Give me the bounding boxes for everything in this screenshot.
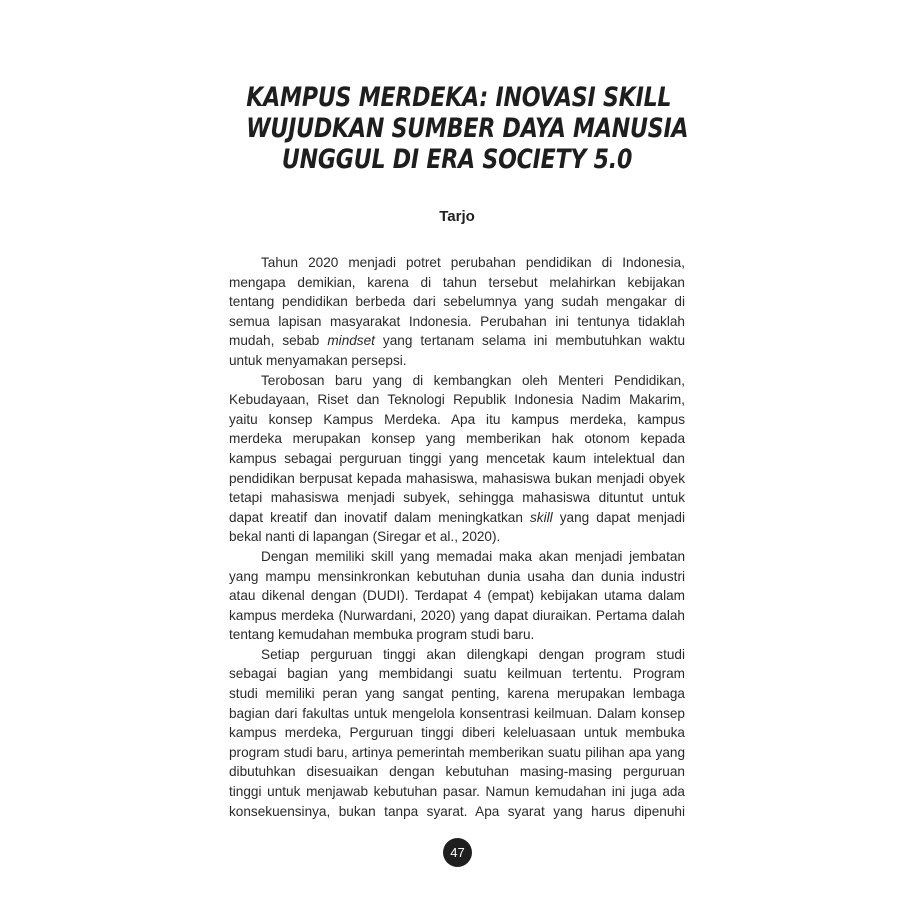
chapter-title-line: KAMPUS MERDEKA: INOVASI SKILL xyxy=(246,82,672,113)
text-line: merdeka merupakan konsep yang memberikan hak otonom kepada xyxy=(229,431,685,447)
text-line: dibutuhkan disesuaikan dengan kebutuhan masing-masing perguruan xyxy=(229,764,685,780)
paragraph xyxy=(229,547,685,645)
text-line: tentang pendidikan berbeda dari sebelumnya yang sudah mengakar di xyxy=(229,294,685,310)
paragraph xyxy=(229,371,685,547)
text-line: program studi baru, artinya pemerintah memberikan suatu pilihan apa yang xyxy=(229,744,685,760)
text-line: konsekuensinya, bukan tanpa syarat. Apa syarat yang harus dipenuhi xyxy=(229,803,685,819)
text-line: sebagai bagian yang membidangi suatu keilmuan tertentu. Program xyxy=(229,666,685,682)
text-line: atau dikenal dengan (DUDI). Terdapat 4 (empat) kebijakan utama dalam xyxy=(229,588,685,604)
text-line: tentang kemudahan membuka program studi baru. xyxy=(229,627,535,643)
text-line: kampus sebagai perguruan tinggi yang mencetak kaum intelektual dan xyxy=(229,450,685,466)
paragraph xyxy=(229,645,685,821)
chapter-title xyxy=(246,82,689,175)
text-line: yang mampu mensinkronkan kebutuhan dunia usaha dan dunia industri xyxy=(229,568,685,584)
text-line: bekal nanti di lapangan (Siregar et al., 2020). xyxy=(229,529,501,545)
body-text xyxy=(229,253,685,821)
chapter-title-line: UNGGUL DI ERA SOCIETY 5.0 xyxy=(281,144,633,175)
text-line: tetapi mahasiswa menjadi subyek, sehingga mahasiswa dituntut untuk xyxy=(229,490,685,506)
text-line: dapat kreatif dan inovatif dalam meningkatkan skill yang dapat menjadi xyxy=(229,509,686,525)
text-line: Terobosan baru yang di kembangkan oleh Menteri Pendidikan, xyxy=(261,372,685,388)
text-line: kampus merdeka, Perguruan tinggi diberi keleluasaan untuk membuka xyxy=(229,725,685,741)
text-line: mudah, sebab mindset yang tertanam selama ini membutuhkan waktu xyxy=(229,333,686,349)
page-number: 47 xyxy=(443,838,472,867)
author-name: Tarjo xyxy=(439,208,475,225)
text-line: studi memiliki peran yang sangat penting, karena merupakan lembaga xyxy=(229,686,685,702)
text-line: semua lapisan masyarakat Indonesia. Perubahan ini tentunya tidaklah xyxy=(229,313,685,329)
italic-term: mindset xyxy=(327,333,375,349)
text-line: yaitu konsep Kampus Merdeka. Apa itu kampus merdeka, kampus xyxy=(229,411,685,427)
text-line: untuk menyamakan persepsi. xyxy=(229,352,407,368)
text-line: mengapa demikian, karena di tahun tersebut melahirkan kebijakan xyxy=(229,274,685,290)
text-line: Kebudayaan, Riset dan Teknologi Republik Indonesia Nadim Makarim, xyxy=(229,392,685,408)
paragraph xyxy=(229,253,685,371)
text-line: Tahun 2020 menjadi potret perubahan pendidikan di Indonesia, xyxy=(261,255,685,270)
text-line: tinggi untuk menjawab kebutuhan pasar. Namun kemudahan ini juga ada xyxy=(229,784,685,800)
text-line: pendidikan berpusat kepada mahasiswa, mahasiswa bukan menjadi obyek xyxy=(229,470,685,486)
text-line: Dengan memiliki skill yang memadai maka akan menjadi jembatan xyxy=(261,548,685,564)
text-line: bagian dari fakultas untuk mengelola konsentrasi keilmuan. Dalam konsep xyxy=(229,705,685,721)
text-line: Setiap perguruan tinggi akan dilengkapi dengan program studi xyxy=(261,646,685,662)
text-line: kampus merdeka (Nurwardani, 2020) yang dapat diuraikan. Pertama dalah xyxy=(229,607,685,623)
chapter-title-line: WUJUDKAN SUMBER DAYA MANUSIA xyxy=(246,113,689,144)
italic-term: skill xyxy=(529,509,553,525)
